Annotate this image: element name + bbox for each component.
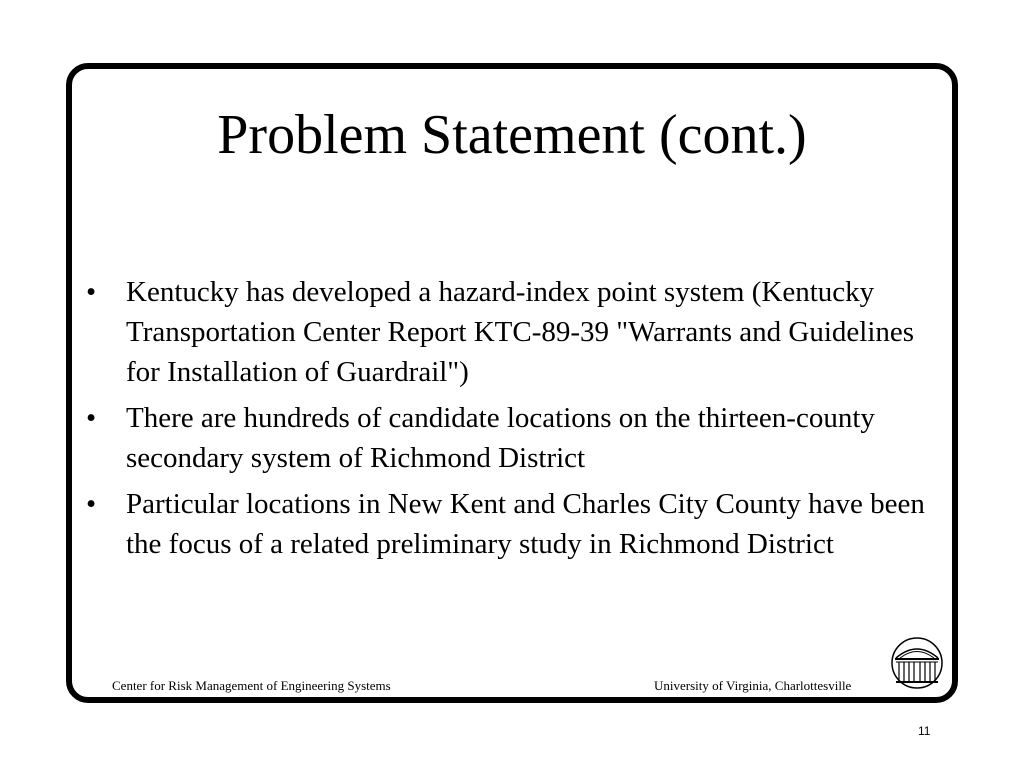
- bullet-text: Kentucky has developed a hazard-index point system (Kentucky Transportation Center Report KTC-89-39 "Warrants and Guidelines for Installation of Guardrail"): [126, 276, 915, 388]
- bullet-list: [86, 272, 936, 570]
- bullet-item: [86, 484, 936, 564]
- bullet-text: Particular locations in New Kent and Charles City County have been the focus of a related preliminary study in Richmond District: [126, 488, 925, 560]
- rotunda-icon: [890, 636, 944, 690]
- footer-left-text: Center for Risk Management of Engineering Systems: [112, 678, 391, 693]
- bullet-dot: •: [86, 276, 97, 308]
- footer-right-text: University of Virginia, Charlottesville: [654, 678, 852, 693]
- bullet-item: [86, 398, 936, 478]
- bullet-dot: •: [86, 488, 97, 520]
- page-number: 11: [918, 724, 931, 738]
- slide-title: Problem Statement (cont.): [217, 104, 807, 166]
- bullet-dot: •: [86, 402, 97, 434]
- bullet-item: [86, 272, 936, 392]
- bullet-text: There are hundreds of candidate locations on the thirteen-county secondary system of Richmond District: [126, 402, 875, 474]
